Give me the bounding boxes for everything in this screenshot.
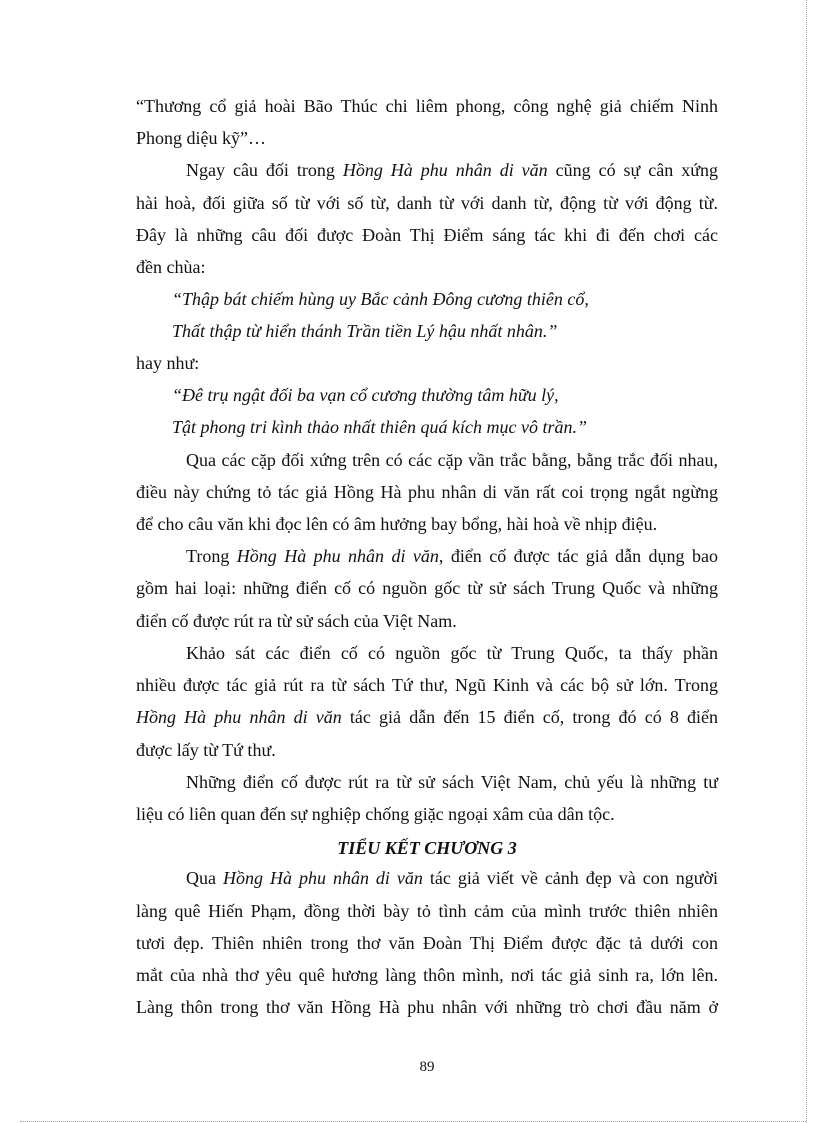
text-line [136,928,718,958]
text-run: hài hoà, đối giữa số từ với số từ, danh từ với danh từ, động từ với động từ. [136,193,718,213]
text-run: Thất thập từ hiển thánh Trần tiền Lý hậu nhất nhân.” [172,321,558,341]
text-line [136,606,718,636]
text-run: liệu có liên quan đến sự nghiệp chống giặc ngoại xâm của dân tộc. [136,804,615,824]
text-run: hay như: [136,353,200,373]
text-run: cũng có sự cân xứng [547,160,718,180]
page-border-right [806,0,807,1123]
text-line [136,509,718,539]
section-heading: TIỂU KẾT CHƯƠNG 3 [337,838,517,858]
text-run: điển cố được rút ra từ sử sách của Việt Nam. [136,611,457,631]
verse-line [136,380,718,410]
text-line [136,638,718,668]
text-line [136,735,718,765]
text-line [136,863,718,893]
text-run: Tật phong tri kình thảo nhất thiên quá kích mục vô trần.” [172,417,587,437]
text-line [136,767,718,797]
italic-title: Hồng Hà phu nhân di văn [222,868,423,888]
italic-title: Hồng Hà phu nhân di văn [236,546,439,566]
text-line [136,348,718,378]
text-line [136,155,718,185]
text-run: tác giả dẫn đến 15 điển cố, trong đó có 8 điển [341,707,718,727]
text-run: Những điển cố được rút ra từ sử sách Việt Nam, chủ yếu là những tư [186,772,718,792]
text-run: Phong diệu kỹ”… [136,128,266,148]
text-line [136,188,718,218]
text-line [136,670,718,700]
verse-line [136,284,718,314]
text-line [136,445,718,475]
verse-line [136,316,718,346]
text-run: điều này chứng tỏ tác giả Hồng Hà phu nhân di văn rất coi trọng ngắt ngừng [136,482,718,502]
text-line [136,992,718,1022]
text-run: , điển cố được tác giả dẫn dụng bao [438,546,718,566]
text-run: nhiều được tác giả rút ra từ sách Tứ thư, Ngũ Kinh và các bộ sử lớn. Trong [136,675,718,695]
page-border-bottom [20,1121,806,1122]
text-run: Qua [186,868,223,888]
text-run: Làng thôn trong thơ văn Hồng Hà phu nhân với những trò chơi đầu năm ở [136,997,718,1017]
text-run: làng quê Hiến Phạm, đồng thời bày tỏ tình cảm của mình trước thiên nhiên [136,901,718,921]
text-run: Trong [186,546,237,566]
text-run: “Thập bát chiếm hùng uy Bắc cảnh Đông cương thiên cổ, [172,289,589,309]
text-line [136,91,718,121]
italic-title: Hồng Hà phu nhân di văn [136,707,342,727]
text-line [136,702,718,732]
text-line [136,541,718,571]
text-line [136,477,718,507]
text-run: tươi đẹp. Thiên nhiên trong thơ văn Đoàn Thị Điểm được đặc tả dưới con [136,933,718,953]
text-run: Khảo sát các điển cố có nguồn gốc từ Trung Quốc, ta thấy phần [186,643,718,663]
verse-line [136,412,718,442]
text-run: Qua các cặp đối xứng trên có các cặp vần trắc bằng, bằng trắc đối nhau, [186,450,718,470]
text-run: tác giả viết về cảnh đẹp và con người [422,868,718,888]
text-run: Ngay câu đối trong [186,160,343,180]
text-run: gồm hai loại: những điển cố có nguồn gốc từ sử sách Trung Quốc và những [136,578,718,598]
text-run: “Đê trụ ngật đối ba vạn cổ cương thường tâm hữu lý, [172,385,559,405]
text-run: đền chùa: [136,257,206,277]
text-run: Đây là những câu đối được Đoàn Thị Điểm sáng tác khi đi đến chơi các [136,225,718,245]
text-line [136,799,718,829]
text-line [136,220,718,250]
text-run: “Thương cổ giả hoài Bão Thúc chi liêm phong, công nghệ giả chiếm Ninh [136,96,718,116]
text-line [136,960,718,990]
page-number: 89 [419,1059,435,1075]
text-line [136,896,718,926]
text-line [136,252,718,282]
italic-title: Hồng Hà phu nhân di văn [342,160,548,180]
text-line [136,573,718,603]
text-run: để cho câu văn khi đọc lên có âm hưởng bay bổng, hài hoà về nhịp điệu. [136,514,658,534]
text-line [136,123,718,153]
text-run: mắt của nhà thơ yêu quê hương làng thôn mình, nơi tác giả sinh ra, lớn lên. [136,965,718,985]
text-run: được lấy từ Tứ thư. [136,740,276,760]
